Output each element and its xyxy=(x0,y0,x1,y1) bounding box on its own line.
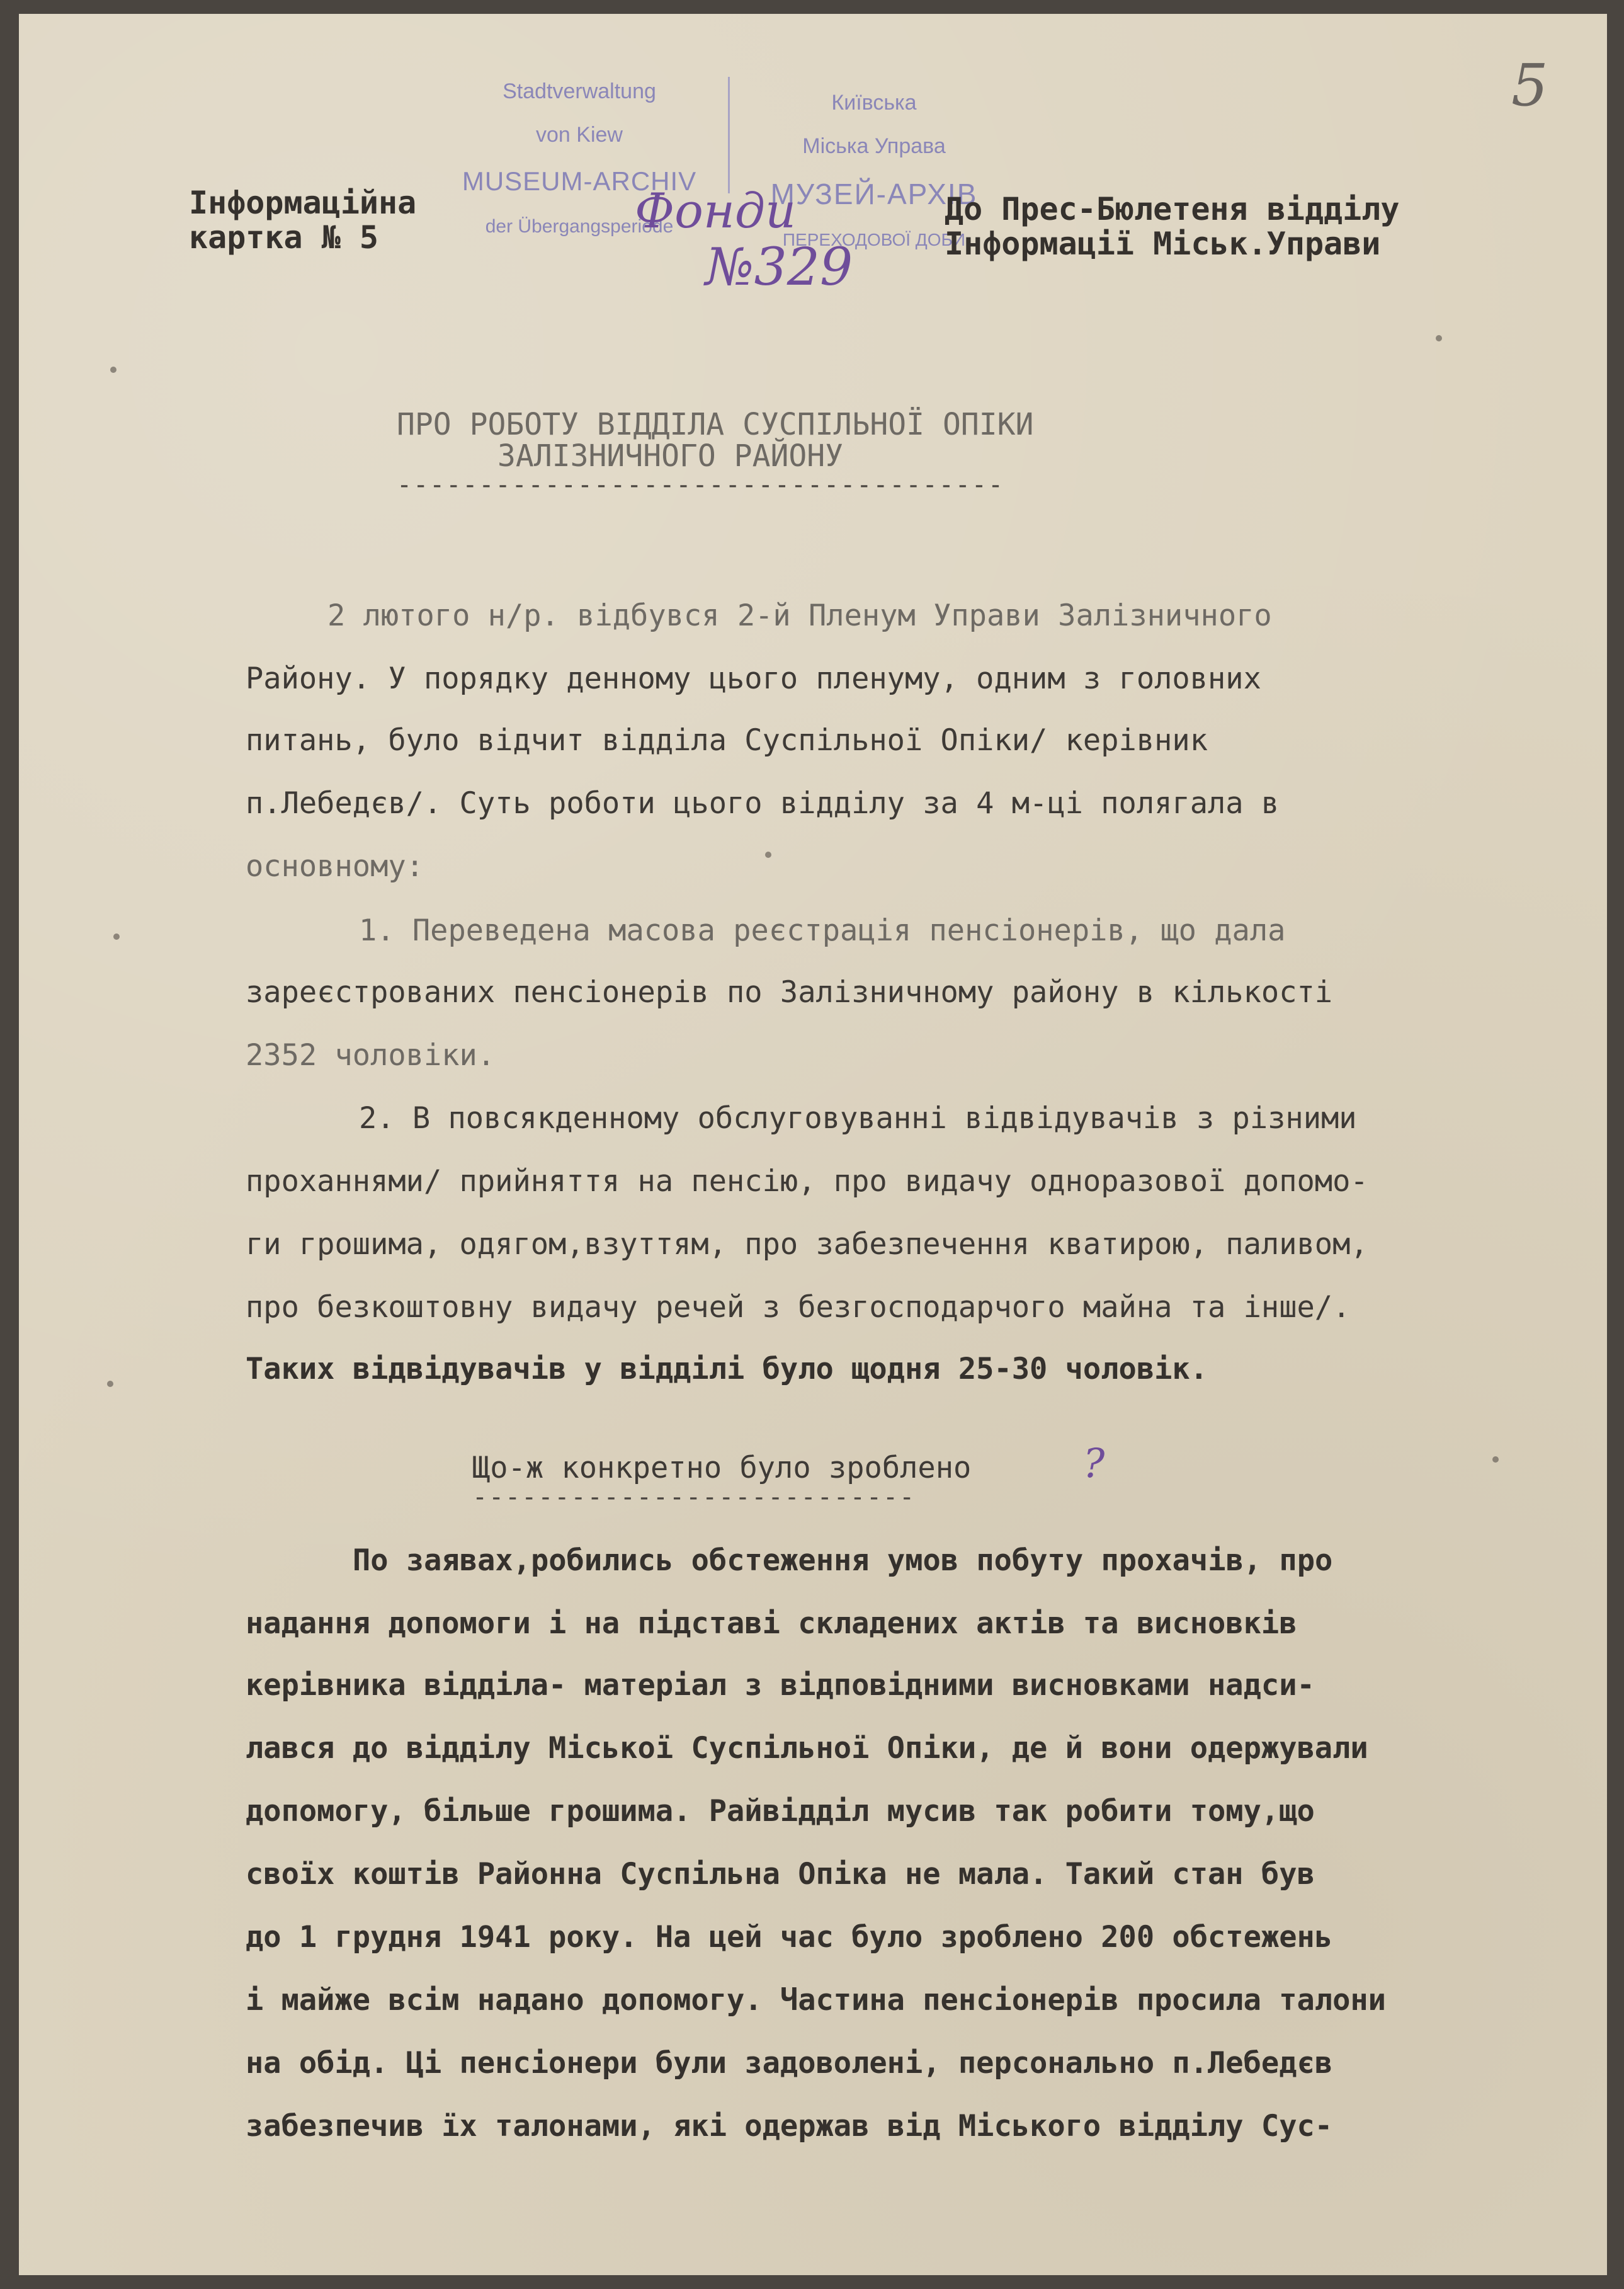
paragraph2-line: на обід. Ці пенсіонери були задоволені, персонально п.Лебедєв xyxy=(246,2046,1333,2081)
paragraph2-line: По заявах,робились обстеження умов побуту прохачів, про xyxy=(353,1543,1333,1578)
stamp-left-line: von Kiew xyxy=(536,122,623,147)
title-line1: ПРО РОБОТУ ВІДДІЛА СУСПІЛЬНОЇ ОПІКИ xyxy=(397,407,1034,442)
handwritten-fond-label: Фонди xyxy=(635,183,797,239)
item2-line: проханнями/ прийняття на пенсію, про видачу одноразової допомо- xyxy=(246,1164,1368,1199)
paragraph2-line: і майже всім надано допомогу. Частина пенсіонерів просила талони xyxy=(246,1983,1386,2018)
paragraph-line: основному: xyxy=(246,849,424,884)
stamp-right-line: МУЗЕЙ-АРХІВ xyxy=(770,178,978,211)
margin-mark xyxy=(1436,335,1442,341)
margin-mark xyxy=(113,933,120,940)
page-number: 5 xyxy=(1511,52,1548,119)
title-underline: ------------------------------------- xyxy=(397,471,1005,499)
item1-line: 1. Переведена масова реєстрація пенсіонерів, що дала xyxy=(359,913,1286,948)
margin-mark xyxy=(765,852,771,858)
paragraph2-line: надання допомоги і на підставі складених актів та висновків xyxy=(246,1606,1297,1641)
item1-line: зареєстрованих пенсіонерів по Залізничному району в кількості xyxy=(246,975,1333,1010)
stamp-left-line: der Übergangsperiode xyxy=(485,215,674,237)
header-left-line2: картка № 5 xyxy=(189,219,379,256)
item2-line: про безкоштовну видачу речей з безгосподарчого майна та інше/. xyxy=(246,1290,1351,1325)
margin-mark xyxy=(1492,1456,1499,1463)
stamp-divider xyxy=(728,77,730,193)
paragraph2-line: керівника відділа- матеріал з відповідними висновками надси- xyxy=(246,1668,1315,1703)
paragraph2-line: своїх коштів Районна Суспільна Опіка не мала. Такий стан був xyxy=(246,1857,1315,1892)
paragraph-line: п.Лебедєв/. Суть роботи цього відділу за 4 м-ці полягала в xyxy=(246,786,1280,821)
paragraph-line: 2 лютого н/р. відбувся 2-й Пленум Управи Залізничного xyxy=(327,598,1272,633)
paragraph2-line: забезпечив їх талонами, які одержав від Міського відділу Сус- xyxy=(246,2109,1333,2143)
stamp-right-line: Міська Управа xyxy=(802,134,946,158)
stamp-left-line: MUSEUM-ARCHIV xyxy=(462,166,697,197)
paragraph2-line: лався до відділу Міської Суспільної Опіки, де й вони одержували xyxy=(246,1731,1368,1766)
stamp-right-line: Київська xyxy=(831,90,917,115)
handwritten-fond-number: №329 xyxy=(705,237,853,297)
document-page xyxy=(19,14,1607,2275)
stamp-right-line: ПЕРЕХОДОВОЇ ДОБИ xyxy=(782,230,966,250)
item1-line: 2352 чоловіки. xyxy=(246,1038,496,1073)
stamp-left-line: Stadtverwaltung xyxy=(503,79,656,103)
item2-line: Таких відвідувачів у відділі було щодня 25-30 чоловік. xyxy=(246,1352,1208,1386)
margin-mark xyxy=(107,1381,113,1387)
paragraph2-line: до 1 грудня 1941 року. На цей час було зроблено 200 обстежень xyxy=(246,1920,1333,1955)
subheading: Що-ж конкретно було зроблено xyxy=(472,1451,972,1485)
item2-line: ги грошима, одягом,взуттям, про забезпечення кватирою, паливом, xyxy=(246,1227,1368,1262)
header-left-line1: Інформаційна xyxy=(189,185,417,221)
header-right-line2: Інформації Міськ.Управи xyxy=(945,225,1381,262)
title-line2: ЗАЛІЗНИЧНОГО РАЙОНУ xyxy=(497,438,844,474)
header-right-line1: До Прес-Бюлетеня відділу xyxy=(945,191,1400,227)
subheading-underline: --------------------------- xyxy=(472,1483,916,1512)
paragraph-line: питань, було відчит відділа Суспільної Опіки/ керівник xyxy=(246,723,1208,758)
handwritten-question-mark: ? xyxy=(1083,1441,1105,1487)
margin-mark xyxy=(110,367,116,373)
paragraph-line: Району. У порядку денному цього пленуму, одним з головних xyxy=(246,661,1261,696)
item2-line: 2. В повсякденному обслуговуванні відвідувачів з різними xyxy=(359,1101,1357,1136)
paragraph2-line: допомогу, більше грошима. Райвідділ мусив так робити тому,що xyxy=(246,1794,1315,1829)
